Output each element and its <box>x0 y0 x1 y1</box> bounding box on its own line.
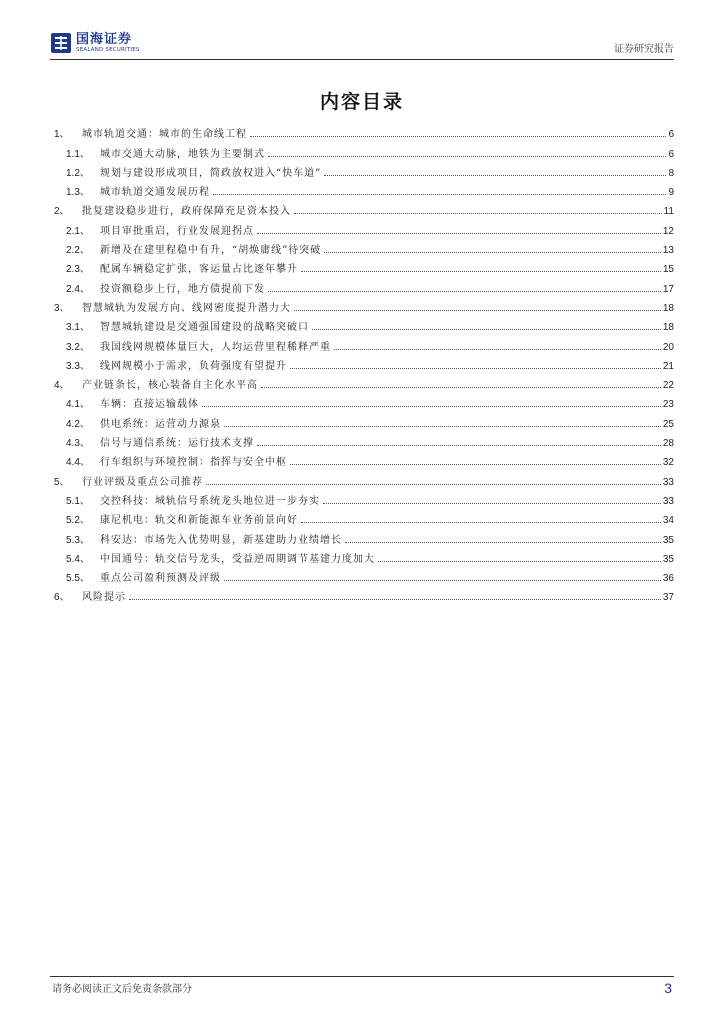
toc-entry[interactable] <box>50 275 674 294</box>
toc-entry-page: 34 <box>662 515 674 527</box>
toc-dot-leader <box>290 367 661 369</box>
toc-entry-page: 18 <box>662 322 674 334</box>
toc-entry-title: 智慧城轨为发展方向、线网密度提升潜力大 <box>82 302 291 314</box>
toc-entry-title: 科安达：市场先入优势明显，新基建助力业绩增长 <box>100 534 342 546</box>
toc-entry-page: 35 <box>662 553 674 565</box>
toc-entry-title: 产业链条长，核心装备自主化水平高 <box>82 380 258 392</box>
toc-entry-page: 33 <box>662 476 674 488</box>
toc-dot-leader <box>301 270 661 272</box>
toc-dot-leader <box>312 328 661 330</box>
toc-entry-title: 信号与通信系统：运行技术支撑 <box>100 438 254 450</box>
toc-entry-page: 35 <box>662 534 674 546</box>
toc-entry[interactable] <box>50 410 674 429</box>
toc-dot-leader <box>206 483 661 485</box>
disclaimer-note: 请务必阅读正文后免责条款部分 <box>52 984 192 995</box>
toc-entry-page: 13 <box>662 245 674 257</box>
toc-entry[interactable] <box>50 237 674 256</box>
toc-dot-leader <box>257 444 661 446</box>
company-logo <box>50 30 140 56</box>
toc-entry-number: 4.4、 <box>66 457 90 469</box>
toc-dot-leader <box>213 193 666 195</box>
toc-entry-number: 4.1、 <box>66 399 90 411</box>
toc-entry[interactable] <box>50 217 674 236</box>
sealand-logo-icon <box>50 32 72 54</box>
toc-entry-number: 5、 <box>54 476 70 488</box>
page-number: 3 <box>664 980 672 996</box>
table-of-contents <box>50 121 674 603</box>
toc-entry-number: 6、 <box>54 592 70 604</box>
toc-entry[interactable] <box>50 391 674 410</box>
toc-entry-number: 2、 <box>54 206 70 218</box>
toc-dot-leader <box>324 174 666 176</box>
toc-entry-title: 城市交通大动脉，地铁为主要制式 <box>100 148 265 160</box>
toc-entry-number: 3.3、 <box>66 360 90 372</box>
toc-entry-page: 32 <box>662 457 674 469</box>
toc-entry[interactable] <box>50 507 674 526</box>
toc-dot-leader <box>334 348 661 350</box>
toc-entry-number: 4.3、 <box>66 438 90 450</box>
toc-entry[interactable] <box>50 430 674 449</box>
toc-entry[interactable] <box>50 468 674 487</box>
toc-title: 内容目录 <box>319 91 404 113</box>
toc-dot-leader <box>129 598 661 600</box>
toc-dot-leader <box>323 502 661 504</box>
toc-entry-page: 17 <box>662 283 674 295</box>
toc-dot-leader <box>268 155 666 157</box>
toc-entry[interactable] <box>50 256 674 275</box>
toc-entry[interactable] <box>50 333 674 352</box>
page-header <box>50 28 674 58</box>
toc-entry[interactable] <box>50 179 674 198</box>
toc-entry-page: 12 <box>662 225 674 237</box>
toc-entry-title: 风险提示 <box>82 592 126 604</box>
toc-entry-number: 2.2、 <box>66 245 90 257</box>
toc-entry[interactable] <box>50 140 674 159</box>
toc-entry-number: 1.2、 <box>66 167 90 179</box>
toc-entry-number: 1.1、 <box>66 148 90 160</box>
toc-entry-page: 6 <box>668 129 674 141</box>
toc-entry-number: 3.1、 <box>66 322 90 334</box>
toc-dot-leader <box>224 579 661 581</box>
toc-entry-title: 中国通号：轨交信号龙头，受益逆周期调节基建力度加大 <box>100 553 375 565</box>
toc-dot-leader <box>294 212 662 214</box>
toc-dot-leader <box>257 232 661 234</box>
document-type-label: 证券研究报告 <box>614 44 674 55</box>
toc-dot-leader <box>378 560 661 562</box>
toc-entry-page: 33 <box>662 495 674 507</box>
toc-entry-title: 新增及在建里程稳中有升，“胡焕庸线”待突破 <box>100 245 322 257</box>
toc-entry-title: 批复建设稳步进行，政府保障充足资本投入 <box>82 206 291 218</box>
toc-entry[interactable] <box>50 295 674 314</box>
toc-entry-title: 交控科技：城轨信号系统龙头地位进一步夯实 <box>100 495 320 507</box>
toc-dot-leader <box>345 541 661 543</box>
toc-entry-number: 5.5、 <box>66 573 90 585</box>
toc-entry-title: 配属车辆稳定扩张，客运量占比逐年攀升 <box>100 264 298 276</box>
logo-english-name: SEALAND SECURITIES <box>76 46 140 53</box>
toc-entry[interactable] <box>50 449 674 468</box>
toc-entry-page: 28 <box>662 438 674 450</box>
toc-entry-number: 3、 <box>54 302 70 314</box>
toc-entry[interactable] <box>50 353 674 372</box>
toc-entry[interactable] <box>50 160 674 179</box>
toc-dot-leader <box>294 309 661 311</box>
toc-entry[interactable] <box>50 546 674 565</box>
toc-entry[interactable] <box>50 526 674 545</box>
toc-entry-title: 康尼机电：轨交和新能源车业务前景向好 <box>100 515 298 527</box>
toc-entry[interactable] <box>50 314 674 333</box>
toc-entry-number: 1、 <box>54 129 70 141</box>
toc-dot-leader <box>261 386 661 388</box>
toc-entry-number: 5.4、 <box>66 553 90 565</box>
toc-dot-leader <box>224 425 661 427</box>
toc-entry-title: 规划与建设形成项目，简政放权进入“快车道” <box>100 167 322 179</box>
toc-entry-page: 11 <box>663 206 674 218</box>
toc-entry[interactable] <box>50 121 674 140</box>
toc-entry-number: 5.2、 <box>66 515 90 527</box>
toc-dot-leader <box>290 463 661 465</box>
toc-entry-title: 车辆：直接运输载体 <box>100 399 199 411</box>
toc-entry-page: 25 <box>662 418 674 430</box>
toc-entry-page: 37 <box>662 592 674 604</box>
toc-entry-page: 20 <box>662 341 674 353</box>
toc-entry-number: 3.2、 <box>66 341 90 353</box>
logo-chinese-name: 国海证券 <box>76 31 133 47</box>
toc-entry-page: 8 <box>668 167 674 179</box>
toc-entry-title: 线网规模小于需求，负荷强度有望提升 <box>100 360 287 372</box>
toc-entry-title: 我国线网规模体量巨大，人均运营里程稀释严重 <box>100 341 331 353</box>
toc-entry-title: 供电系统：运营动力源泉 <box>100 418 221 430</box>
toc-entry-number: 5.1、 <box>66 495 90 507</box>
toc-entry-title: 智慧城轨建设是交通强国建设的战略突破口 <box>100 322 309 334</box>
toc-entry[interactable] <box>50 372 674 391</box>
toc-entry-title: 城市轨道交通：城市的生命线工程 <box>82 129 247 141</box>
toc-entry-title: 投资额稳步上行，地方债提前下发 <box>100 283 265 295</box>
toc-entry-number: 2.3、 <box>66 264 90 276</box>
toc-entry-page: 18 <box>662 302 674 314</box>
toc-entry-number: 4.2、 <box>66 418 90 430</box>
toc-entry-page: 6 <box>668 148 674 160</box>
header-divider <box>50 59 674 60</box>
toc-entry-page: 23 <box>662 399 674 411</box>
toc-entry-title: 项目审批重启，行业发展迎拐点 <box>100 225 254 237</box>
toc-entry-page: 22 <box>662 380 674 392</box>
toc-entry-page: 36 <box>662 573 674 585</box>
toc-entry-number: 4、 <box>54 380 70 392</box>
toc-dot-leader <box>250 135 666 137</box>
toc-entry-number: 2.1、 <box>66 225 90 237</box>
toc-dot-leader <box>301 521 661 523</box>
toc-entry-title: 行业评级及重点公司推荐 <box>82 476 203 488</box>
footer-divider <box>50 976 674 977</box>
toc-entry-page: 9 <box>668 187 674 199</box>
toc-entry[interactable] <box>50 565 674 584</box>
toc-entry[interactable] <box>50 584 674 603</box>
toc-entry-title: 重点公司盈利预测及评级 <box>100 573 221 585</box>
toc-dot-leader <box>324 251 661 253</box>
toc-entry-number: 5.3、 <box>66 534 90 546</box>
toc-dot-leader <box>268 290 661 292</box>
toc-entry[interactable] <box>50 488 674 507</box>
toc-entry-page: 15 <box>662 264 674 276</box>
toc-dot-leader <box>202 405 661 407</box>
toc-entry[interactable] <box>50 198 674 217</box>
toc-entry-page: 21 <box>662 360 674 372</box>
toc-entry-number: 1.3、 <box>66 187 90 199</box>
toc-entry-title: 城市轨道交通发展历程 <box>100 187 210 199</box>
toc-entry-number: 2.4、 <box>66 283 90 295</box>
toc-entry-title: 行车组织与环境控制：指挥与安全中枢 <box>100 457 287 469</box>
